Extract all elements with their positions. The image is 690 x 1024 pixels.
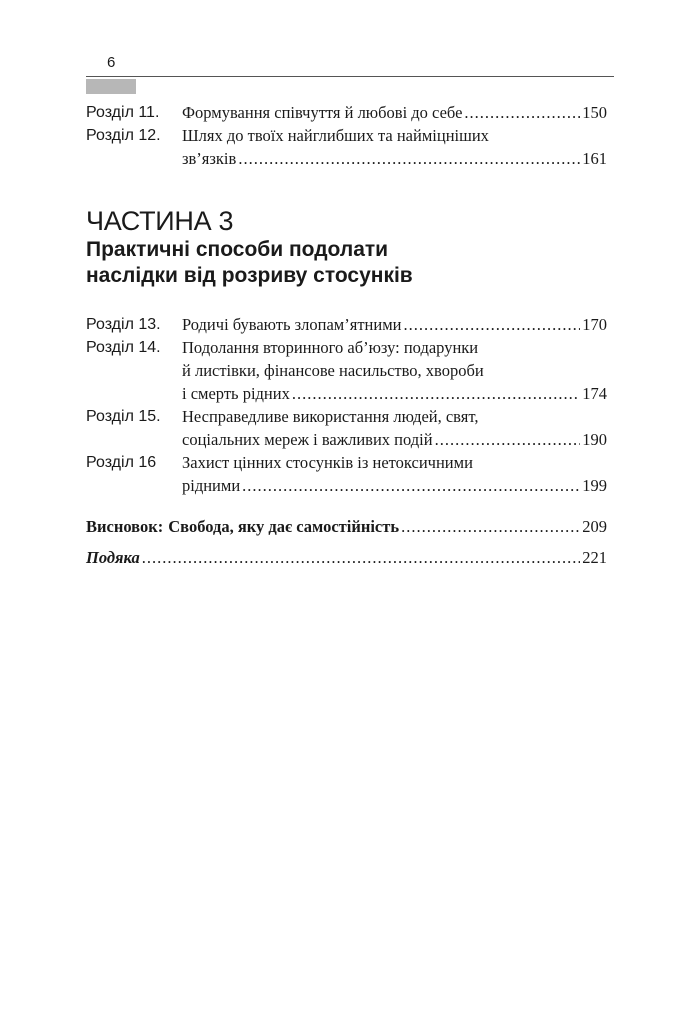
chapter-title: рідними: [182, 476, 241, 495]
part-title-line: наслідки від розриву стосунків: [86, 264, 413, 287]
chapter-title: соціальних мереж і важливих подій: [182, 430, 433, 449]
leader-dots: [464, 101, 580, 124]
toc-entry-15[interactable]: [86, 405, 607, 451]
leader-dots: [401, 515, 580, 538]
toc-entry-14[interactable]: [86, 336, 607, 405]
chapter-label: Розділ 11.: [86, 104, 160, 121]
page-ref: 150: [582, 103, 607, 122]
part-label: ЧАСТИНА 3: [86, 206, 234, 236]
leader-dots: [238, 147, 580, 170]
chapter-title: Родичі бувають злопам’ятними: [182, 315, 402, 334]
toc-line: [86, 515, 607, 538]
toc-line: [182, 124, 607, 147]
chapter-label: Розділ 13.: [86, 316, 161, 333]
chapter-label: Розділ 16: [86, 454, 157, 471]
chapter-title: Шлях до твоїх найглибших та найміцніших: [182, 126, 489, 145]
chapter-title: Формування співчуття й любові до себе: [182, 103, 463, 122]
toc-line: [182, 405, 607, 428]
chapter-title: Захист цінних стосунків із нетоксичними: [182, 453, 473, 472]
chapter-title: зв’язків: [182, 149, 237, 168]
toc-part3: [86, 313, 607, 497]
toc-top: [86, 101, 607, 170]
leader-dots: [242, 474, 580, 497]
chapter-label: Розділ 14.: [86, 339, 161, 356]
toc-line: [182, 336, 607, 359]
thanks-title: Подяка: [86, 548, 140, 567]
page-ref: 170: [582, 315, 607, 334]
leader-dots: [142, 546, 580, 569]
leader-dots: [292, 382, 580, 405]
part-title: [86, 237, 586, 289]
toc-line: [182, 147, 607, 170]
leader-dots: [403, 313, 580, 336]
page-ref: 161: [582, 149, 607, 168]
toc-entry-conclusion[interactable]: [86, 515, 607, 538]
part-title-line: Практичні способи подолати: [86, 238, 389, 261]
toc-line: [86, 546, 607, 569]
toc-line: [182, 382, 607, 405]
chapter-label: Розділ 15.: [86, 408, 161, 425]
toc-line: [182, 428, 607, 451]
toc-line: [182, 313, 607, 336]
chapter-title: й листівки, фінансове насильство, хвороби: [182, 361, 484, 380]
header-rule: [86, 76, 614, 77]
page-ref: 209: [582, 517, 607, 536]
toc-line: [182, 359, 607, 382]
toc-entry-13[interactable]: [86, 313, 607, 336]
conclusion-title: Свобода, яку дає самостійність: [168, 517, 400, 536]
chapter-title: і смерть рідних: [182, 384, 290, 403]
toc-line: [182, 451, 607, 474]
chapter-title: Несправедливе використання людей, свят,: [182, 407, 479, 426]
page-ref: 199: [582, 476, 607, 495]
chapter-title: Подолання вторинного аб’юзу: подарунки: [182, 338, 479, 357]
header-bar: [86, 79, 136, 94]
toc-entry-12[interactable]: [86, 124, 607, 170]
page-ref: 174: [582, 384, 607, 403]
page-number: 6: [107, 54, 116, 71]
chapter-label: Розділ 12.: [86, 127, 161, 144]
conclusion-label: Висновок:: [86, 517, 164, 536]
toc-entry-16[interactable]: [86, 451, 607, 497]
toc-entry-11[interactable]: [86, 101, 607, 124]
leader-dots: [435, 428, 581, 451]
toc-entry-thanks[interactable]: [86, 546, 607, 569]
page-ref: 190: [582, 430, 607, 449]
toc-line: [182, 101, 607, 124]
page-ref: 221: [582, 548, 607, 567]
toc-line: [182, 474, 607, 497]
